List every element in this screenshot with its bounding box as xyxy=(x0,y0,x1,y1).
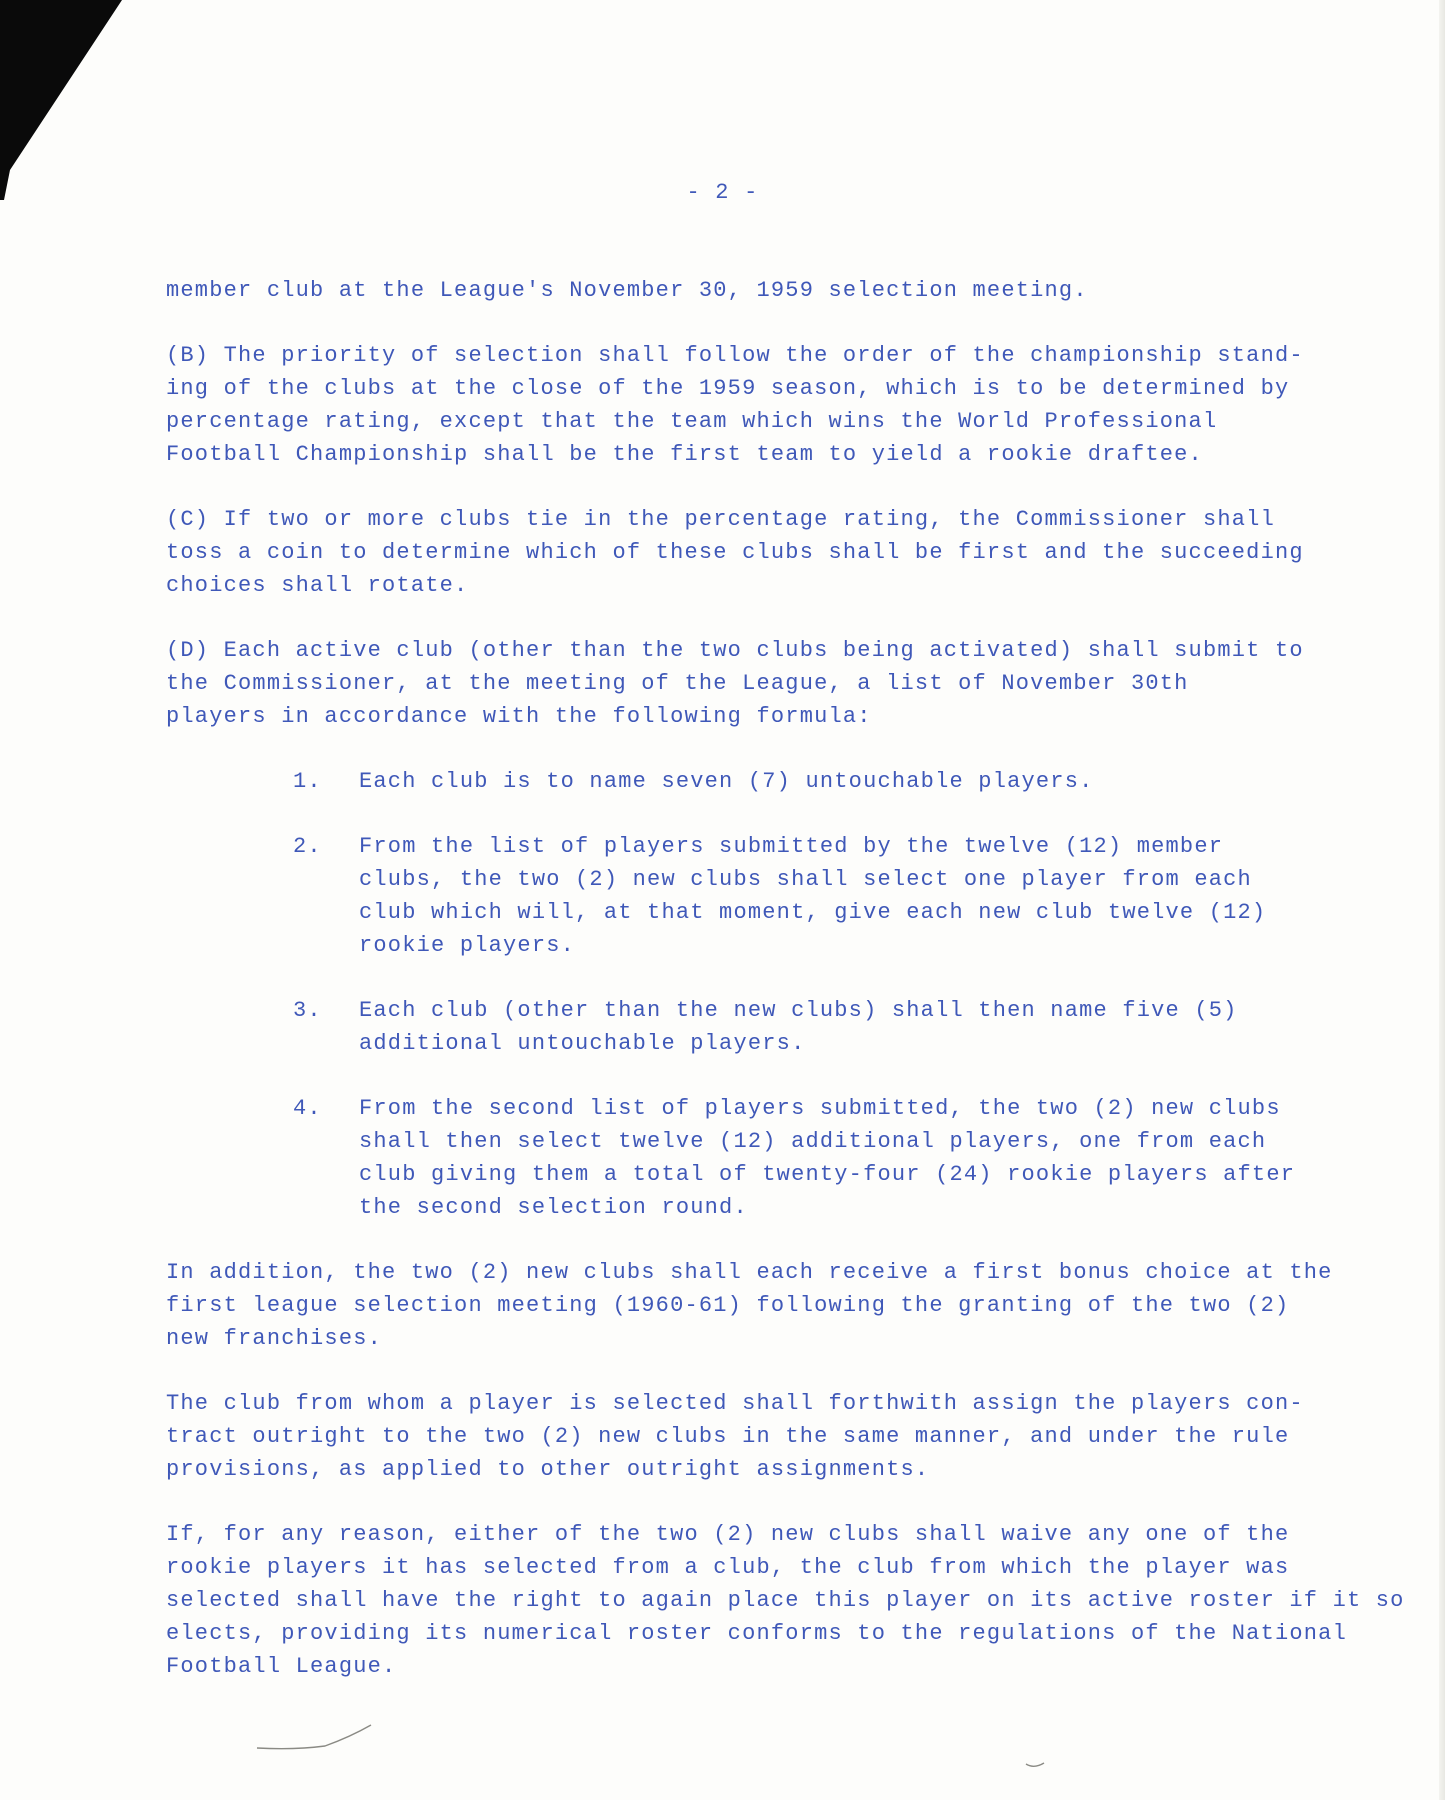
document-body xyxy=(166,274,1405,1715)
paragraph-b xyxy=(166,339,1366,471)
item-number: 4. xyxy=(293,1096,322,1121)
text-line: percentage rating, except that the team which wins the World Professional xyxy=(166,409,1218,434)
text-line: The club from whom a player is selected shall forthwith assign the players con- xyxy=(166,1391,1304,1416)
text-line: Each club is to name seven (7) untouchable players. xyxy=(359,769,1094,794)
text-line: the second selection round. xyxy=(359,1195,748,1220)
item-number: 2. xyxy=(293,834,322,859)
text-line: first league selection meeting (1960-61) following the granting of the two (2) xyxy=(166,1293,1290,1318)
text-line: toss a coin to determine which of these clubs shall be first and the succeeding xyxy=(166,540,1304,565)
paragraph-addition xyxy=(166,1256,1366,1355)
page-number: - 2 - xyxy=(686,180,759,205)
text-line: players in accordance with the following formula: xyxy=(166,704,872,729)
text-line: rookie players. xyxy=(359,933,576,958)
paragraph-intro xyxy=(166,274,1366,307)
text-line: choices shall rotate. xyxy=(166,573,469,598)
text-line: ing of the clubs at the close of the 1959 season, which is to be determined by xyxy=(166,376,1290,401)
formula-item-2 xyxy=(166,830,1366,962)
text-line: Football Championship shall be the first team to yield a rookie draftee. xyxy=(166,442,1203,467)
text-line: clubs, the two (2) new clubs shall select one player from each xyxy=(359,867,1252,892)
item-text xyxy=(359,1092,1366,1224)
text-line: (C) If two or more clubs tie in the percentage rating, the Commissioner shall xyxy=(166,507,1275,532)
text-line: the Commissioner, at the meeting of the League, a list of November 30th xyxy=(166,671,1189,696)
item-number: 3. xyxy=(293,998,322,1023)
text-line: selected shall have the right to again place this player on its active roster if it so xyxy=(166,1588,1405,1613)
text-line: additional untouchable players. xyxy=(359,1031,806,1056)
text-line: Each club (other than the new clubs) shall then name five (5) xyxy=(359,998,1238,1023)
text-line: tract outright to the two (2) new clubs in the same manner, and under the rule xyxy=(166,1424,1290,1449)
formula-item-3 xyxy=(166,994,1366,1060)
text-line: club which will, at that moment, give each new club twelve (12) xyxy=(359,900,1267,925)
text-line: club giving them a total of twenty-four (24) rookie players after xyxy=(359,1162,1296,1187)
text-line: If, for any reason, either of the two (2) new clubs shall waive any one of the xyxy=(166,1522,1290,1547)
item-text xyxy=(359,994,1366,1060)
formula-list xyxy=(166,765,1366,1224)
text-line: (D) Each active club (other than the two clubs being activated) shall submit to xyxy=(166,638,1304,663)
paragraph-waiver xyxy=(166,1518,1405,1683)
item-text xyxy=(359,765,1366,798)
text-line: provisions, as applied to other outright assignments. xyxy=(166,1457,930,1482)
formula-item-1 xyxy=(166,765,1366,798)
text-line: new franchises. xyxy=(166,1326,383,1351)
pencil-stroke-mark xyxy=(255,1715,375,1755)
paragraph-c xyxy=(166,503,1366,602)
paragraph-d xyxy=(166,634,1366,733)
text-line: Football League. xyxy=(166,1654,397,1679)
text-line: elects, providing its numerical roster conforms to the regulations of the National xyxy=(166,1621,1347,1646)
item-number: 1. xyxy=(293,769,322,794)
paragraph-assignment xyxy=(166,1387,1366,1486)
text-line: In addition, the two (2) new clubs shall each receive a first bonus choice at the xyxy=(166,1260,1333,1285)
small-ink-mark xyxy=(1024,1760,1048,1772)
text-line: (B) The priority of selection shall follow the order of the championship stand- xyxy=(166,343,1304,368)
text-line: shall then select twelve (12) additional players, one from each xyxy=(359,1129,1267,1154)
text-line: member club at the League's November 30, 1959 selection meeting. xyxy=(166,278,1088,303)
text-line: From the list of players submitted by the twelve (12) member xyxy=(359,834,1224,859)
right-paper-edge xyxy=(1439,0,1445,1800)
text-line: From the second list of players submitted, the two (2) new clubs xyxy=(359,1096,1281,1121)
item-text xyxy=(359,830,1366,962)
formula-item-4 xyxy=(166,1092,1366,1224)
folded-corner-shadow xyxy=(0,0,130,200)
text-line: rookie players it has selected from a club, the club from which the player was xyxy=(166,1555,1290,1580)
